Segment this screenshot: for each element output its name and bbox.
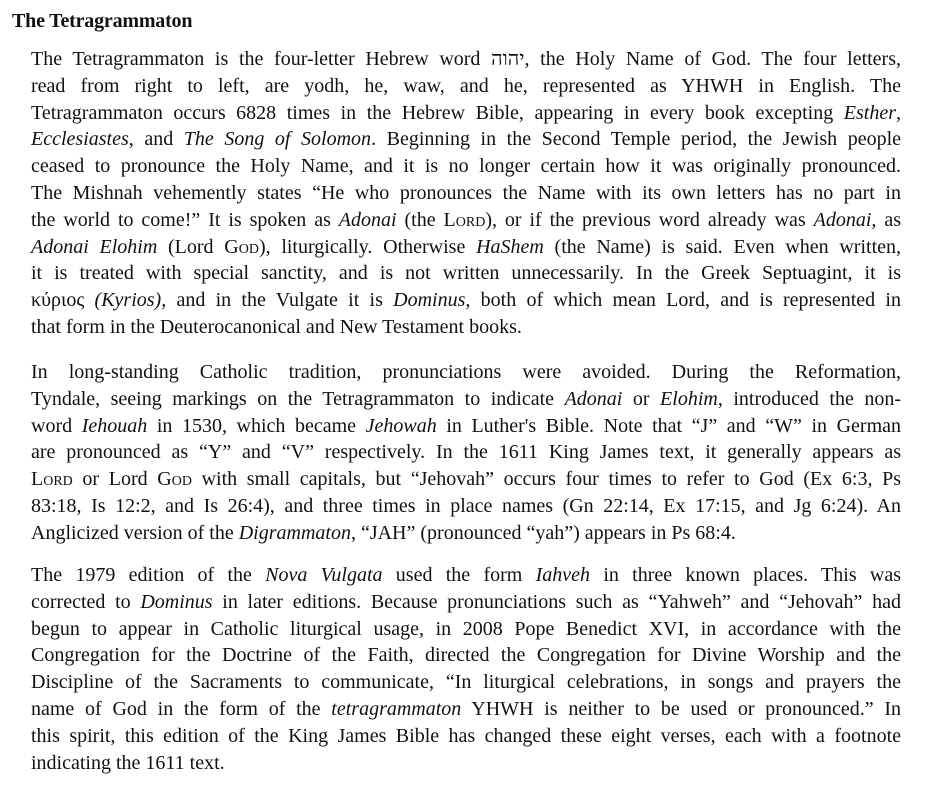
italic-text: Adonai, [813,208,877,231]
paragraph-2 [31,359,901,547]
text-line: The 1979 edition of the Nova Vulgata used the form Iahveh in three known places. This was [31,564,901,586]
italic-text: Digrammaton [238,521,351,544]
italic-text: Adonai Elohim [31,235,158,258]
italic-text: Adonai [564,387,623,410]
hebrew-word: יהוה [491,48,525,70]
text-line: indicating the 1611 text. [31,751,225,774]
text-line: The Mishnah vehemently states “He who pronounces the Name with its own letters has no part in [31,181,901,204]
text-line: word Iehouah in 1530, which became Jehowah in Luther's Bible. Note that “J” and “W” in German [31,414,902,437]
text-line: Adonai Elohim (Lord God), liturgically. Otherwise HaShem (the Name) is said. Even when written, [31,235,902,258]
italic-text: Dominus, [393,289,471,312]
italic-text: Adonai [338,208,397,231]
text-line: ceased to pronounce the Holy Name, and it is no longer certain how it was originally pronounced. [31,155,901,178]
small-caps-text: Lord [443,208,486,231]
document-title: The Tetragrammaton [12,10,193,32]
text-line: In long-standing Catholic tradition, pronunciations were avoided. During the Reformation, [31,361,901,383]
text-line: corrected to Dominus in later editions. Because pronunciations such as “Yahweh” and “Jehovah” had [31,590,901,613]
text-line: that form in the Deuterocanonical and New Testament books. [31,315,522,338]
text-line: this spirit, this edition of the King James Bible has changed these eight verses, each with a footnote [31,724,901,747]
text-line: Discipline of the Sacraments to communicate, “In liturgical celebrations, in songs and prayers the [31,671,901,694]
text-line: Anglicized version of the Digrammaton, “JAH” (pronounced “yah”) appears in Ps 68:4. [31,521,736,544]
paragraph-1 [31,46,901,341]
italic-text: tetragrammaton [331,697,462,720]
text-line: begun to appear in Catholic liturgical usage, in 2008 Pope Benedict XVI, in accordance with the [31,617,901,640]
text-line: κύριος (Kyrios), and in the Vulgate it is Dominus, both of which mean Lord, and is represented in [31,289,901,312]
italic-text: Dominus [140,590,213,613]
italic-text: Iahveh [535,564,591,586]
italic-text: Jehowah [365,414,437,437]
text-line: The Tetragrammaton is the four-letter Hebrew word יהוה, the Holy Name of God. The four letters, [31,48,902,70]
italic-text: HaShem [476,235,544,258]
text-line: Lord or Lord God with small capitals, but “Jehovah” occurs four times to refer to God (Ex 6:3, Ps [31,468,902,491]
italic-text: Esther [843,101,896,124]
italic-text: Elohim, [660,387,723,410]
italic-text: Ecclesiastes [31,128,129,151]
text-line: 83:18, Is 12:2, and Is 26:4), and three times in place names (Gn 22:14, Ex 17:15, and Jg 6:24). An [31,494,901,517]
text-line: Ecclesiastes, and The Song of Solomon. Beginning in the Second Temple period, the Jewish people [31,128,901,151]
text-line: Tetragrammaton occurs 6828 times in the Hebrew Bible, appearing in every book excepting Esther, [31,101,901,124]
text-line: Congregation for the Doctrine of the Faith, directed the Congregation for Divine Worship and the [31,644,901,667]
italic-text: Iehouah [81,414,148,437]
small-caps-text: God [224,235,259,258]
small-caps-text: God [157,468,192,491]
text-line: Tyndale, seeing markings on the Tetragrammaton to indicate Adonai or Elohim, introduced the non- [31,387,901,410]
text-line: the world to come!” It is spoken as Adonai (the Lord), or if the previous word already was Adonai, as [31,208,902,231]
italic-text: The Song of Solomon [183,128,372,151]
italic-text: Nova Vulgata [265,564,383,586]
small-caps-text: Lord [31,468,73,491]
paragraph-3 [31,562,901,776]
text-line: read from right to left, are yodh, he, waw, and he, represented as YHWH in English. The [31,74,901,97]
text-line: it is treated with special sanctity, and is not written unnecessarily. In the Greek Septuagint, it is [31,262,901,285]
italic-text: (Kyrios), [94,289,167,312]
text-line: are pronounced as “Y” and “V” respectively. In the 1611 King James text, it generally appears as [31,441,901,464]
text-line: name of God in the form of the tetragrammaton YHWH is neither to be used or pronounced.” In [31,697,901,720]
